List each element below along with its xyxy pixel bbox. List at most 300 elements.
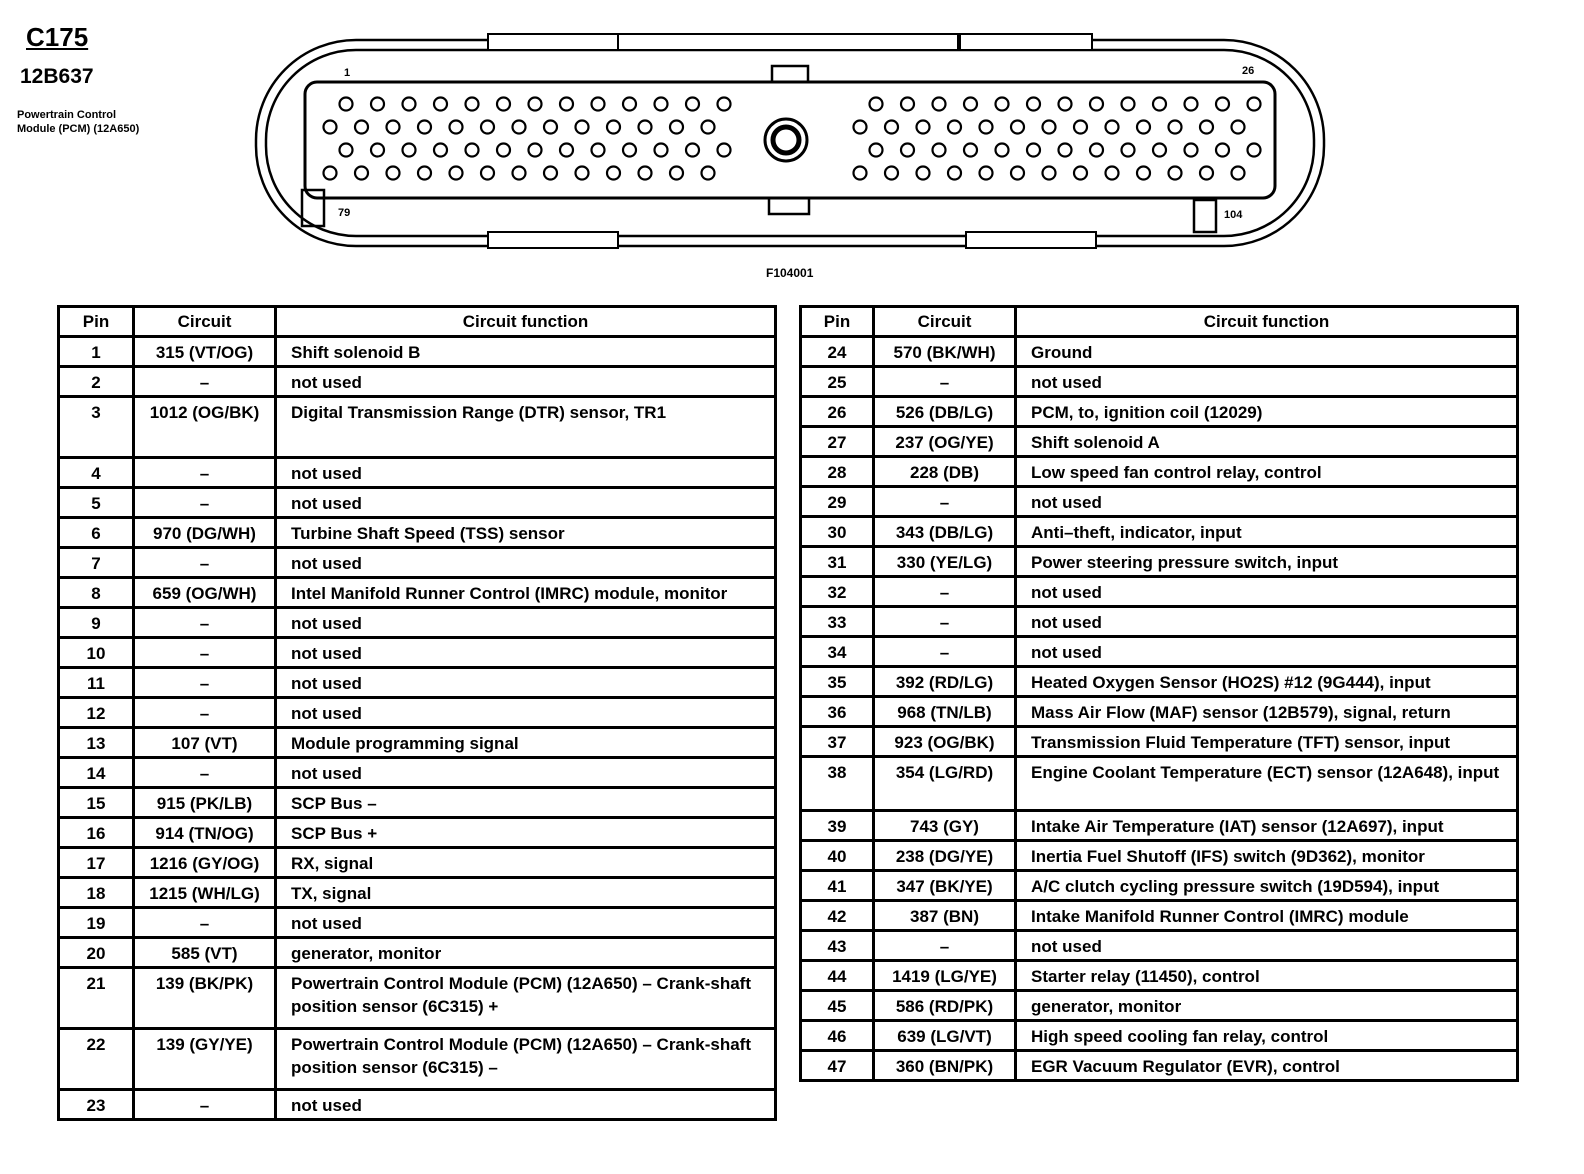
table-row	[59, 608, 776, 638]
table-row	[801, 607, 1518, 637]
pin-cell: 20	[59, 938, 134, 968]
table-row	[801, 337, 1518, 367]
circuit-cell: 228 (DB)	[874, 457, 1016, 487]
table-row	[801, 487, 1518, 517]
pin-hole	[948, 167, 961, 180]
pin-cell: 26	[801, 397, 874, 427]
circuit-cell: 139 (BK/PK)	[134, 968, 276, 1029]
function-cell: High speed cooling fan relay, control	[1016, 1021, 1518, 1051]
pin-hole	[544, 121, 557, 134]
pin-hole	[1043, 167, 1056, 180]
pin-cell: 30	[801, 517, 874, 547]
shell-rib-bottom-2	[966, 232, 1096, 248]
circuit-cell: 347 (BK/YE)	[874, 871, 1016, 901]
table-header-row	[801, 307, 1518, 337]
circuit-cell: –	[134, 1090, 276, 1120]
pin-cell: 34	[801, 637, 874, 667]
function-cell: Digital Transmission Range (DTR) sensor, TR1	[276, 397, 776, 458]
center-screw	[765, 119, 807, 161]
pin-label-top-right: 26	[1242, 65, 1255, 77]
circuit-cell: 237 (OG/YE)	[874, 427, 1016, 457]
pin-hole	[1185, 144, 1198, 157]
pin-hole	[576, 167, 589, 180]
circuit-cell: 107 (VT)	[134, 728, 276, 758]
circuit-cell: –	[874, 637, 1016, 667]
circuit-cell: 639 (LG/VT)	[874, 1021, 1016, 1051]
connector-pin-field	[305, 82, 1275, 198]
column-header-function: Circuit function	[276, 307, 776, 337]
function-cell: not used	[1016, 487, 1518, 517]
table-row	[801, 1021, 1518, 1051]
circuit-cell: –	[134, 668, 276, 698]
pin-cell: 7	[59, 548, 134, 578]
circuit-cell: 343 (DB/LG)	[874, 517, 1016, 547]
circuit-cell: 1215 (WH/LG)	[134, 878, 276, 908]
function-cell: generator, monitor	[276, 938, 776, 968]
pin-hole	[1043, 121, 1056, 134]
function-cell: not used	[276, 548, 776, 578]
pin-hole	[901, 144, 914, 157]
pin-hole	[529, 144, 542, 157]
function-cell: generator, monitor	[1016, 991, 1518, 1021]
table-row	[59, 578, 776, 608]
pin-hole	[576, 121, 589, 134]
function-cell: Ground	[1016, 337, 1518, 367]
pin-hole	[513, 167, 526, 180]
pin-hole	[371, 98, 384, 111]
pin-hole	[1153, 144, 1166, 157]
pin-holes	[324, 98, 1261, 180]
function-cell: PCM, to, ignition coil (12029)	[1016, 397, 1518, 427]
circuit-cell: 1419 (LG/YE)	[874, 961, 1016, 991]
pin-hole	[702, 167, 715, 180]
table-row	[59, 878, 776, 908]
function-cell: SCP Bus +	[276, 818, 776, 848]
pin-hole	[1106, 121, 1119, 134]
pin-cell: 35	[801, 667, 874, 697]
pin-cell: 27	[801, 427, 874, 457]
pin-hole	[1200, 167, 1213, 180]
pin-hole	[1169, 167, 1182, 180]
latch-tab-top	[772, 66, 808, 82]
pin-hole	[964, 98, 977, 111]
pin-hole	[560, 98, 573, 111]
table-row	[801, 517, 1518, 547]
pin-hole	[655, 98, 668, 111]
function-cell: Module programming signal	[276, 728, 776, 758]
function-cell: not used	[276, 758, 776, 788]
pin-hole	[1059, 144, 1072, 157]
pin-cell: 18	[59, 878, 134, 908]
table-row	[801, 757, 1518, 811]
pin-cell: 41	[801, 871, 874, 901]
table-row	[801, 457, 1518, 487]
pin-cell: 38	[801, 757, 874, 811]
pin-hole	[387, 167, 400, 180]
circuit-cell: 743 (GY)	[874, 811, 1016, 841]
pin-hole	[1137, 167, 1150, 180]
pin-hole	[933, 98, 946, 111]
pin-hole	[1090, 144, 1103, 157]
pin-hole	[592, 98, 605, 111]
pin-hole	[324, 121, 337, 134]
figure-id: F104001	[766, 266, 814, 280]
circuit-cell: 526 (DB/LG)	[874, 397, 1016, 427]
table-row	[59, 488, 776, 518]
pin-hole	[497, 144, 510, 157]
table-row	[801, 811, 1518, 841]
circuit-cell: –	[134, 908, 276, 938]
pin-cell: 47	[801, 1051, 874, 1081]
pin-hole	[885, 121, 898, 134]
pin-hole	[1169, 121, 1182, 134]
circuit-cell: 354 (LG/RD)	[874, 757, 1016, 811]
circuit-cell: 315 (VT/OG)	[134, 337, 276, 367]
shell-rib-top-1	[488, 34, 618, 50]
function-cell: Intake Air Temperature (IAT) sensor (12A697), input	[1016, 811, 1518, 841]
pin-hole	[1216, 144, 1229, 157]
circuit-cell: 238 (DG/YE)	[874, 841, 1016, 871]
pin-hole	[718, 98, 731, 111]
column-header-pin: Pin	[59, 307, 134, 337]
pin-hole	[418, 167, 431, 180]
pin-cell: 40	[801, 841, 874, 871]
latch-tab-bottom	[769, 198, 809, 214]
pin-hole	[403, 144, 416, 157]
pin-cell: 31	[801, 547, 874, 577]
function-cell: TX, signal	[276, 878, 776, 908]
pin-cell: 11	[59, 668, 134, 698]
pin-label-bottom-left: 79	[338, 207, 351, 219]
pin-hole	[639, 167, 652, 180]
circuit-cell: 330 (YE/LG)	[874, 547, 1016, 577]
pin-table-right	[799, 305, 1519, 1082]
pin-hole	[1153, 98, 1166, 111]
pin-hole	[670, 167, 683, 180]
pin-cell: 24	[801, 337, 874, 367]
table-row	[801, 577, 1518, 607]
pin-hole	[980, 121, 993, 134]
table-row	[59, 1029, 776, 1090]
function-cell: Mass Air Flow (MAF) sensor (12B579), signal, return	[1016, 697, 1518, 727]
function-cell: Powertrain Control Module (PCM) (12A650) – Crank-shaft position sensor (6C315) +	[276, 968, 776, 1029]
table-row	[801, 841, 1518, 871]
table-row	[59, 638, 776, 668]
circuit-cell: –	[134, 367, 276, 397]
table-row	[801, 397, 1518, 427]
table-row	[59, 848, 776, 878]
function-cell: Low speed fan control relay, control	[1016, 457, 1518, 487]
pin-cell: 4	[59, 458, 134, 488]
pin-cell: 1	[59, 337, 134, 367]
table-row	[801, 667, 1518, 697]
function-cell: not used	[1016, 607, 1518, 637]
pin-hole	[497, 98, 510, 111]
circuit-cell: 360 (BN/PK)	[874, 1051, 1016, 1081]
pin-hole	[1011, 167, 1024, 180]
circuit-cell: –	[134, 698, 276, 728]
pin-hole	[340, 98, 353, 111]
pin-hole	[854, 121, 867, 134]
column-header-circuit: Circuit	[874, 307, 1016, 337]
circuit-cell: 1216 (GY/OG)	[134, 848, 276, 878]
pin-cell: 22	[59, 1029, 134, 1090]
pin-hole	[854, 167, 867, 180]
pin-hole	[1137, 121, 1150, 134]
pin-hole	[513, 121, 526, 134]
pin-cell: 8	[59, 578, 134, 608]
pin-hole	[885, 167, 898, 180]
pin-label-bottom-right: 104	[1224, 209, 1243, 221]
column-header-pin: Pin	[801, 307, 874, 337]
table-row	[59, 818, 776, 848]
part-number: 12B637	[20, 65, 94, 88]
pin-hole	[901, 98, 914, 111]
pin-hole	[387, 121, 400, 134]
pin-hole	[933, 144, 946, 157]
circuit-cell: –	[874, 367, 1016, 397]
pin-hole	[592, 144, 605, 157]
pin-hole	[560, 144, 573, 157]
table-row	[59, 758, 776, 788]
pin-hole	[434, 144, 447, 157]
pin-hole	[1027, 98, 1040, 111]
pin-hole	[1185, 98, 1198, 111]
pin-hole	[1248, 144, 1261, 157]
pin-hole	[355, 167, 368, 180]
table-row	[801, 367, 1518, 397]
pin-hole	[996, 98, 1009, 111]
table-row	[801, 427, 1518, 457]
pin-hole	[870, 144, 883, 157]
table-row	[801, 547, 1518, 577]
shell-rib-bottom-1	[488, 232, 618, 248]
function-cell: Turbine Shaft Speed (TSS) sensor	[276, 518, 776, 548]
connector-description: Powertrain Control Module (PCM) (12A650)	[17, 109, 140, 135]
pin-cell: 33	[801, 607, 874, 637]
table-row	[801, 961, 1518, 991]
pin-cell: 13	[59, 728, 134, 758]
pin-table-left	[57, 305, 777, 1121]
pin-hole	[1248, 98, 1261, 111]
pin-hole	[948, 121, 961, 134]
table-row	[801, 901, 1518, 931]
pin-hole	[1027, 144, 1040, 157]
circuit-cell: 923 (OG/BK)	[874, 727, 1016, 757]
pin-hole	[639, 121, 652, 134]
pin-hole	[917, 121, 930, 134]
table-row	[59, 938, 776, 968]
table-row	[801, 931, 1518, 961]
pin-cell: 5	[59, 488, 134, 518]
function-cell: not used	[1016, 931, 1518, 961]
pin-hole	[371, 144, 384, 157]
function-cell: not used	[276, 668, 776, 698]
function-cell: not used	[276, 367, 776, 397]
table-row	[801, 1051, 1518, 1081]
function-cell: not used	[276, 908, 776, 938]
pin-hole	[1059, 98, 1072, 111]
pin-hole	[1200, 121, 1213, 134]
pin-hole	[340, 144, 353, 157]
pin-hole	[686, 144, 699, 157]
pin-cell: 39	[801, 811, 874, 841]
function-cell: not used	[1016, 577, 1518, 607]
pin-hole	[450, 167, 463, 180]
function-cell: SCP Bus –	[276, 788, 776, 818]
circuit-cell: 570 (BK/WH)	[874, 337, 1016, 367]
function-cell: Shift solenoid A	[1016, 427, 1518, 457]
table-row	[801, 697, 1518, 727]
pin-hole	[355, 121, 368, 134]
column-header-circuit: Circuit	[134, 307, 276, 337]
table-row	[59, 397, 776, 458]
circuit-cell: 1012 (OG/BK)	[134, 397, 276, 458]
table-row	[59, 1090, 776, 1120]
table-row	[59, 968, 776, 1029]
circuit-cell: –	[874, 607, 1016, 637]
pin-hole	[1216, 98, 1229, 111]
table-row	[59, 458, 776, 488]
pin-cell: 36	[801, 697, 874, 727]
pin-cell: 6	[59, 518, 134, 548]
pin-cell: 19	[59, 908, 134, 938]
function-cell: not used	[276, 608, 776, 638]
column-header-function: Circuit function	[1016, 307, 1518, 337]
pin-hole	[418, 121, 431, 134]
key-slot-right	[1194, 200, 1216, 232]
pin-hole	[655, 144, 668, 157]
pin-hole	[623, 144, 636, 157]
connector-diagram	[250, 30, 1330, 255]
circuit-cell: –	[874, 931, 1016, 961]
pin-hole	[481, 167, 494, 180]
pin-cell: 10	[59, 638, 134, 668]
pin-hole	[964, 144, 977, 157]
pin-hole	[1232, 167, 1245, 180]
circuit-cell: –	[134, 608, 276, 638]
table-row	[59, 337, 776, 367]
circuit-cell: 586 (RD/PK)	[874, 991, 1016, 1021]
function-cell: Intel Manifold Runner Control (IMRC) module, monitor	[276, 578, 776, 608]
pin-cell: 32	[801, 577, 874, 607]
table-row	[801, 637, 1518, 667]
shell-rib-top-2	[618, 34, 958, 50]
function-cell: Transmission Fluid Temperature (TFT) sensor, input	[1016, 727, 1518, 757]
circuit-cell: 968 (TN/LB)	[874, 697, 1016, 727]
pin-hole	[996, 144, 1009, 157]
pin-cell: 21	[59, 968, 134, 1029]
pin-cell: 23	[59, 1090, 134, 1120]
function-cell: Engine Coolant Temperature (ECT) sensor (12A648), input	[1016, 757, 1518, 811]
pin-hole	[1074, 167, 1087, 180]
pin-hole	[434, 98, 447, 111]
circuit-cell: –	[134, 758, 276, 788]
pin-hole	[686, 98, 699, 111]
pin-cell: 43	[801, 931, 874, 961]
pin-hole	[403, 98, 416, 111]
pin-cell: 12	[59, 698, 134, 728]
pin-hole	[481, 121, 494, 134]
circuit-cell: –	[134, 458, 276, 488]
function-cell: Shift solenoid B	[276, 337, 776, 367]
function-cell: A/C clutch cycling pressure switch (19D594), input	[1016, 871, 1518, 901]
function-cell: Inertia Fuel Shutoff (IFS) switch (9D362), monitor	[1016, 841, 1518, 871]
circuit-cell: –	[874, 487, 1016, 517]
pin-cell: 46	[801, 1021, 874, 1051]
circuit-cell: 585 (VT)	[134, 938, 276, 968]
pin-hole	[544, 167, 557, 180]
pin-hole	[1122, 98, 1135, 111]
pin-cell: 3	[59, 397, 134, 458]
circuit-cell: 139 (GY/YE)	[134, 1029, 276, 1090]
function-cell: Anti–theft, indicator, input	[1016, 517, 1518, 547]
table-row	[59, 788, 776, 818]
pin-cell: 14	[59, 758, 134, 788]
pin-hole	[1122, 144, 1135, 157]
function-cell: not used	[1016, 367, 1518, 397]
pin-hole	[1106, 167, 1119, 180]
pin-hole	[324, 167, 337, 180]
table-row	[801, 991, 1518, 1021]
pin-cell: 17	[59, 848, 134, 878]
pin-hole	[1011, 121, 1024, 134]
function-cell: not used	[276, 1090, 776, 1120]
pin-cell: 25	[801, 367, 874, 397]
function-cell: Powertrain Control Module (PCM) (12A650) – Crank-shaft position sensor (6C315) –	[276, 1029, 776, 1090]
function-cell: Starter relay (11450), control	[1016, 961, 1518, 991]
pin-hole	[1090, 98, 1103, 111]
circuit-cell: 915 (PK/LB)	[134, 788, 276, 818]
circuit-cell: –	[134, 638, 276, 668]
pin-hole	[702, 121, 715, 134]
pin-cell: 16	[59, 818, 134, 848]
table-row	[801, 871, 1518, 901]
pin-cell: 15	[59, 788, 134, 818]
pin-hole	[466, 98, 479, 111]
pin-cell: 42	[801, 901, 874, 931]
pin-cell: 45	[801, 991, 874, 1021]
pin-hole	[718, 144, 731, 157]
pin-hole	[1232, 121, 1245, 134]
table-row	[59, 668, 776, 698]
function-cell: RX, signal	[276, 848, 776, 878]
pin-hole	[607, 167, 620, 180]
circuit-cell: –	[134, 548, 276, 578]
function-cell: not used	[1016, 637, 1518, 667]
pin-cell: 29	[801, 487, 874, 517]
table-row	[59, 548, 776, 578]
pin-hole	[466, 144, 479, 157]
function-cell: not used	[276, 458, 776, 488]
table-row	[59, 728, 776, 758]
pin-hole	[607, 121, 620, 134]
circuit-cell: 970 (DG/WH)	[134, 518, 276, 548]
function-cell: Intake Manifold Runner Control (IMRC) module	[1016, 901, 1518, 931]
circuit-cell: –	[134, 488, 276, 518]
table-header-row	[59, 307, 776, 337]
pin-hole	[623, 98, 636, 111]
pin-cell: 37	[801, 727, 874, 757]
circuit-cell: –	[874, 577, 1016, 607]
function-cell: Power steering pressure switch, input	[1016, 547, 1518, 577]
pin-hole	[670, 121, 683, 134]
function-cell: not used	[276, 488, 776, 518]
pin-hole	[450, 121, 463, 134]
function-cell: not used	[276, 698, 776, 728]
pin-hole	[980, 167, 993, 180]
function-cell: Heated Oxygen Sensor (HO2S) #12 (9G444), input	[1016, 667, 1518, 697]
